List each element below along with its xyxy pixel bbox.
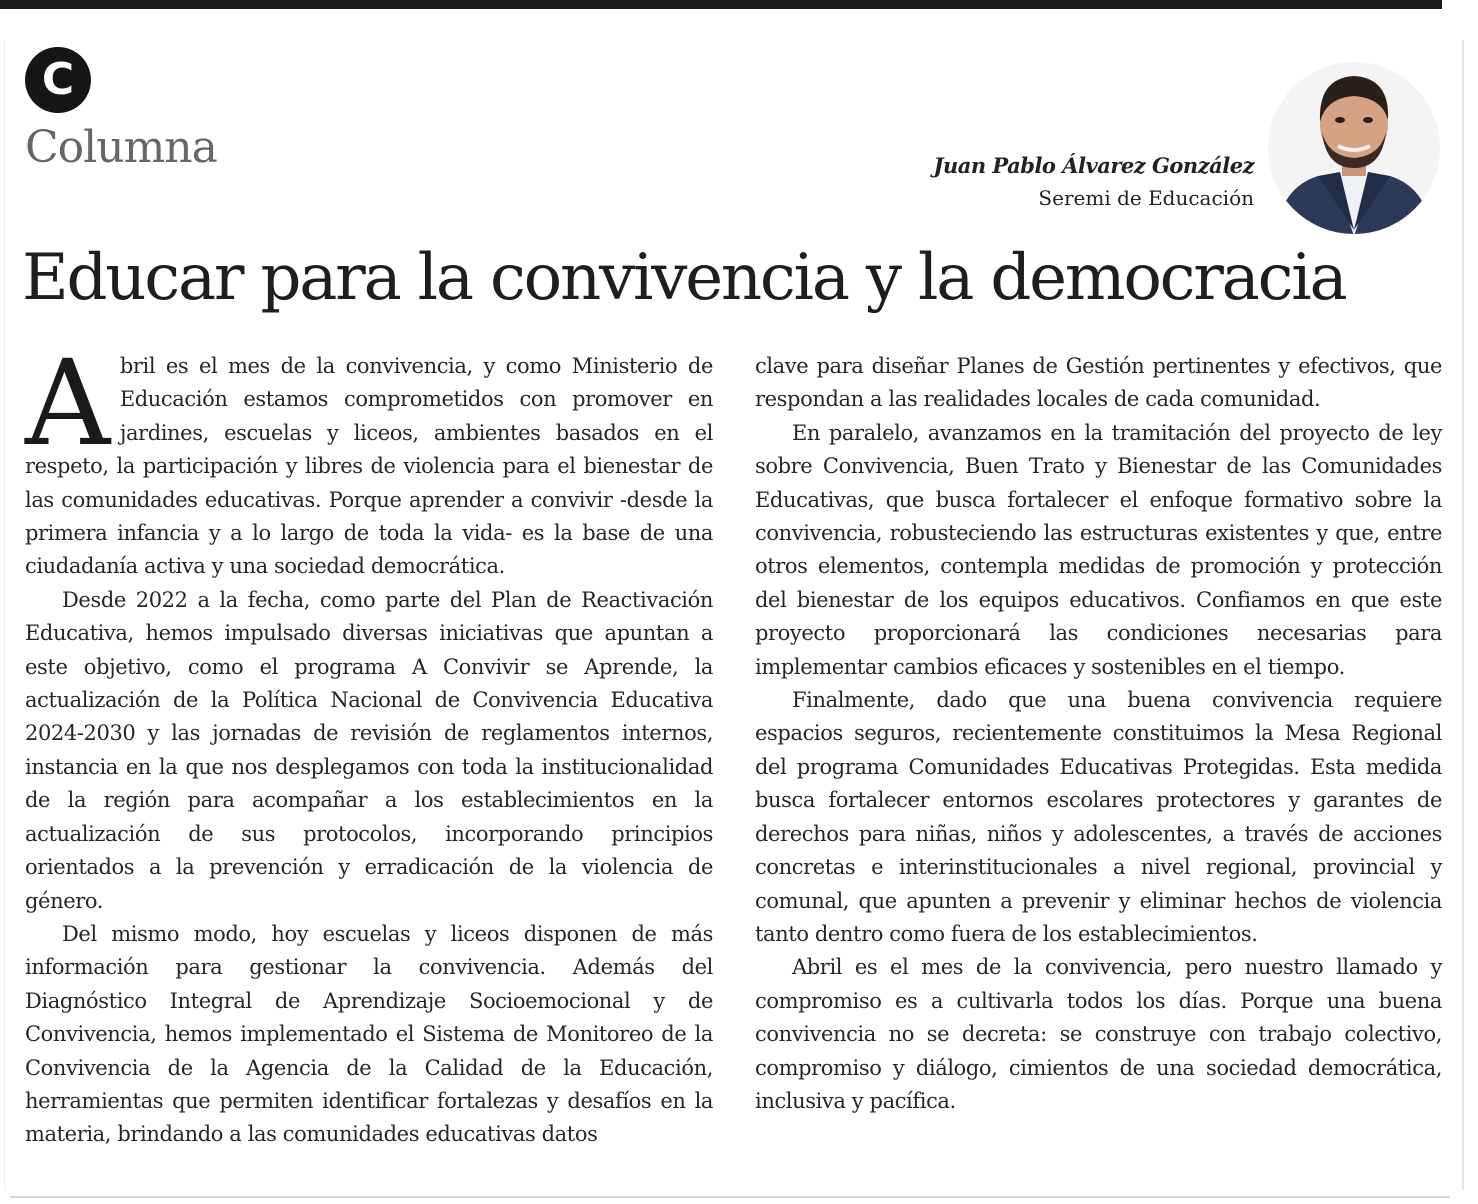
page-edge — [4, 40, 5, 1190]
article-column-left — [25, 334, 713, 1190]
paragraph-1 — [25, 334, 713, 584]
headline: Educar para la convivencia y la democracia — [22, 241, 1346, 315]
top-rule — [0, 0, 1442, 9]
bottom-rule — [10, 1196, 1450, 1198]
author-role: Seremi de Educación — [1038, 186, 1254, 210]
drop-cap: A — [25, 334, 110, 472]
paragraph-5: En paralelo, avanzamos en la tramitación del proyecto de ley sobre Convivencia, Buen Trato y Bienestar de las Comunidades Educativas, que busca fortalecer el enfoque formativo sobre la convivencia, robusteciendo las estructuras existentes y que, entre otros elementos, contempla medidas de promoción y protección del bienestar de los equipos educativos. Confiamos en que este proyecto proporcionará las condiciones necesarias para implementar cambios eficaces y sostenibles en el tiempo. — [755, 420, 1442, 679]
paragraph-4: clave para diseñar Planes de Gestión pertinentes y efectivos, que respondan a las realidades locales de cada comunidad. — [755, 354, 1442, 412]
paragraph-7: Abril es el mes de la convivencia, pero nuestro llamado y compromiso es a cultivarla todos los días. Porque una buena convivencia no se decreta: se construye con trabajo colectivo, compromiso y diálogo, cimientos de una sociedad democrática, inclusiva y pacífica. — [755, 955, 1442, 1113]
paragraph-6: Finalmente, dado que una buena convivencia requiere espacios seguros, recientemente constituimos la Mesa Regional del programa Comunidades Educativas Protegidas. Esta medida busca fortalecer entornos escolares protectores y garantes de derechos para niñas, niños y adolescentes, a través de acciones concretas e interinstitucionales a nivel regional, provincial y comunal, que apunten a prevenir y eliminar hechos de violencia tanto dentro como fuera de los establecimientos. — [755, 688, 1442, 946]
article-column-right — [755, 350, 1442, 1190]
paragraph-1-text: bril es el mes de la convivencia, y como Ministerio de Educación estamos comprometidos con promover en jardines, escuelas y liceos, ambientes basados en el respeto, la participación y libres de violencia para el bienestar de las comunidades educativas. Porque aprender a convivir -desde la primera infancia y a lo largo de toda la vida- es la base de una ciudadanía activa y una sociedad democrática. — [25, 354, 713, 579]
section-badge: C — [25, 47, 91, 113]
section-label: Columna — [25, 122, 217, 173]
author-photo — [1266, 60, 1442, 236]
paragraph-2: Desde 2022 a la fecha, como parte del Plan de Reactivación Educativa, hemos impulsado diversas iniciativas que apuntan a este objetivo, como el programa A Convivir se Aprende, la actualización de la Política Nacional de Convivencia Educativa 2024-2030 y las jornadas de revisión de reglamentos internos, instancia en la que nos desplegamos con toda la institucionalidad de la región para acompañar a los establecimientos en la actualización de sus protocolos, incorporando principios orientados a la prevención y erradicación de la violencia de género. — [25, 587, 713, 913]
author-name: Juan Pablo Álvarez González — [933, 153, 1254, 178]
paragraph-3: Del mismo modo, hoy escuelas y liceos disponen de más información para gestionar la convivencia. Además del Diagnóstico Integral de Aprendizaje Socioemocional y de Convivencia, hemos implementado el Sistema de Monitoreo de la Convivencia de la Agencia de la Calidad de la Educación, herramientas que permiten identificar fortalezas y desafíos en la materia, brindando a las comunidades educativas datos — [25, 921, 713, 1147]
right-rule — [1462, 40, 1464, 1190]
